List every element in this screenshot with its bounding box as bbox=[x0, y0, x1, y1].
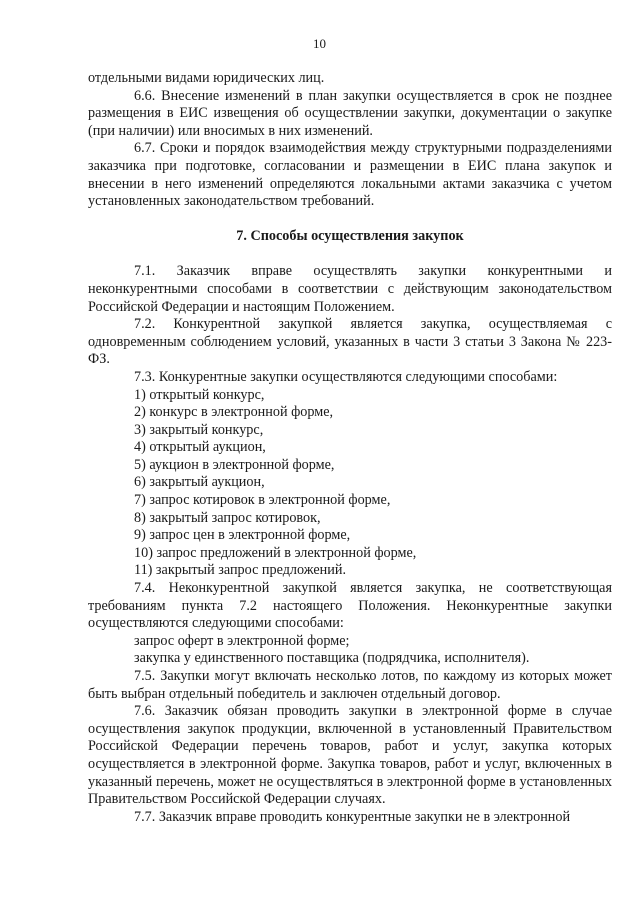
competitive-method-item: 11) закрытый запрос предложений. bbox=[134, 562, 346, 579]
paragraph-continuation: отдельными видами юридических лиц. bbox=[88, 70, 325, 86]
competitive-method-item: 6) закрытый аукцион, bbox=[134, 474, 265, 491]
paragraph-7-1: 7.1. Заказчик вправе осуществлять закупки конкурентными и неконкурентными способами в соответствии с действующим законодательством Российской Федерации и настоящим Положением. bbox=[88, 263, 612, 315]
paragraph-6-6: 6.6. Внесение изменений в план закупки осуществляется в срок не позднее размещения в ЕИС извещения об осуществлении закупки, документации о закупке (при наличии) или вносимых в них изменений. bbox=[88, 87, 612, 139]
competitive-method-item: 2) конкурс в электронной форме, bbox=[134, 404, 334, 421]
page-number: 10 bbox=[313, 36, 326, 51]
competitive-method-item: 4) открытый аукцион, bbox=[134, 439, 266, 456]
section-7-heading: 7. Способы осуществления закупок bbox=[236, 227, 464, 244]
paragraph-7-7: 7.7. Заказчик вправе проводить конкурентные закупки не в электронной bbox=[134, 808, 571, 825]
paragraph-7-4: 7.4. Неконкурентной закупкой является закупка, не соответствующая требованиям пункта 7.2 настоящего Положения. Неконкурентные закупки осуществляются следующими способами: bbox=[88, 580, 612, 632]
competitive-method-item: 10) запрос предложений в электронной форме, bbox=[134, 544, 417, 561]
competitive-method-item: 7) запрос котировок в электронной форме, bbox=[134, 492, 391, 509]
competitive-method-item: 3) закрытый конкурс, bbox=[134, 421, 264, 438]
competitive-method-item: 1) открытый конкурс, bbox=[134, 386, 265, 403]
competitive-method-item: 8) закрытый запрос котировок, bbox=[134, 509, 321, 526]
noncompetitive-method-item: запрос оферт в электронной форме; bbox=[134, 632, 350, 649]
paragraph-7-3: 7.3. Конкурентные закупки осуществляются следующими способами: bbox=[134, 368, 558, 385]
document-body bbox=[88, 70, 612, 826]
competitive-method-item: 5) аукцион в электронной форме, bbox=[134, 456, 335, 473]
competitive-method-item: 9) запрос цен в электронной форме, bbox=[134, 527, 351, 544]
paragraph-7-2: 7.2. Конкурентной закупкой является закупка, осуществляемая с одновременным соблюдением условий, указанных в части 3 статьи 3 Закона № 223-ФЗ. bbox=[88, 316, 612, 368]
noncompetitive-method-item: закупка у единственного поставщика (подрядчика, исполнителя). bbox=[134, 650, 530, 667]
paragraph-7-6: 7.6. Заказчик обязан проводить закупки в электронной форме в случае осуществления закупок продукции, включенной в установленный Правительством Российской Федерации перечень товаров, работ и услуг, закупка которых осуществляется в электронной форме. Закупка товаров, работ и услуг, включенных в указанный перечень, может не осуществляться в электронной форме в установленных Правительством Российской Федерации случаях. bbox=[88, 703, 612, 808]
paragraph-7-5: 7.5. Закупки могут включать несколько лотов, по каждому из которых может быть выбран отдельный победитель и заключен отдельный договор. bbox=[88, 668, 612, 702]
paragraph-6-7: 6.7. Сроки и порядок взаимодействия между структурными подразделениями заказчика при подготовке, согласовании и размещении в ЕИС плана закупок и внесении в него изменений определяются локальными актами заказчика с учетом установленных законодательством требований. bbox=[88, 140, 612, 210]
